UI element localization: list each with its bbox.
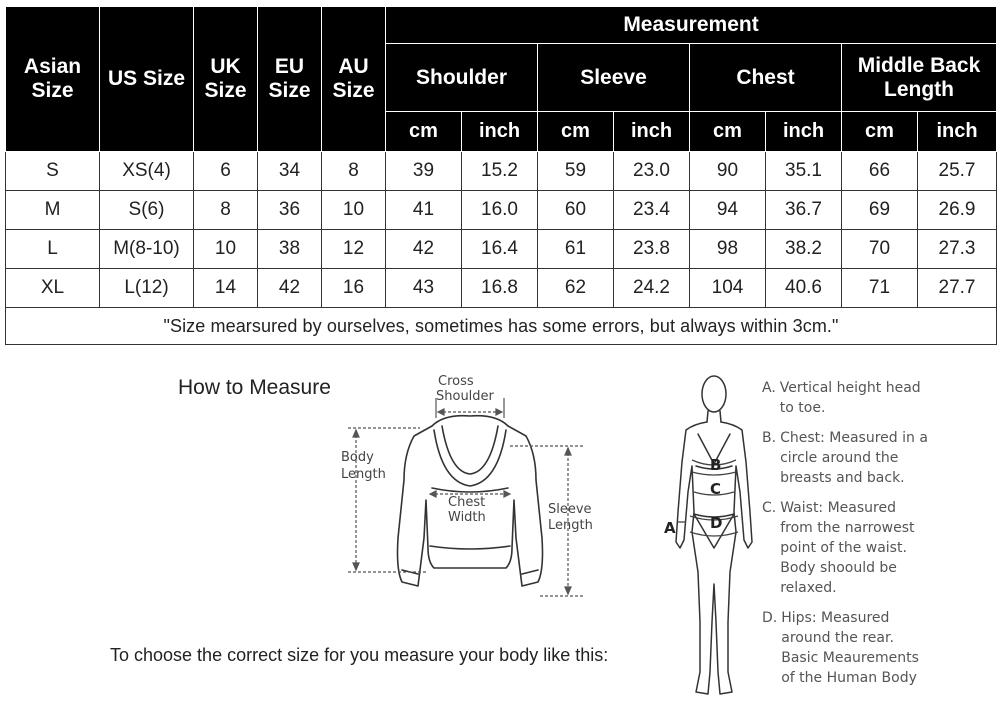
table-cell: 98 [690,230,766,269]
table-cell: 26.9 [918,191,997,230]
note-item-b [762,428,998,488]
table-cell: 36 [258,191,322,230]
table-cell: 25.7 [918,152,997,191]
note-text: Hips: Measured around the rear. Basic Meaurements of the Human Body [781,610,919,686]
table-cell: 12 [322,230,386,269]
label-cross-shoulder-1: Cross [438,374,474,389]
table-row [6,191,997,230]
note-letter: B. [762,430,777,446]
table-cell: 38 [258,230,322,269]
table-cell: 16.0 [462,191,538,230]
table-cell: S(6) [100,191,194,230]
table-cell: M(8-10) [100,230,194,269]
table-cell: 10 [194,230,258,269]
table-cell: 42 [386,230,462,269]
label-cross-shoulder-2: Shoulder [436,389,494,404]
table-row [6,230,997,269]
table-cell: 16 [322,269,386,308]
body-label-b: B [710,456,722,474]
table-cell: 27.7 [918,269,997,308]
table-cell: 61 [538,230,614,269]
header-measurement: Measurement [386,7,997,44]
table-cell: 43 [386,269,462,308]
table-cell: 24.2 [614,269,690,308]
header-unit-cm: cm [538,112,614,152]
body-label-d: D [710,514,723,532]
measurement-notes [762,378,998,698]
header-unit-cm: cm [842,112,918,152]
note-item-a [762,378,998,418]
note-letter: D. [762,610,778,626]
table-cell: 23.0 [614,152,690,191]
measurement-note: "Size mearsured by ourselves, sometimes has some errors, but always within 3cm." [6,308,997,345]
table-cell: 40.6 [766,269,842,308]
table-cell: L(12) [100,269,194,308]
table-cell: 69 [842,191,918,230]
label-chest-width-1: Chest [448,495,486,510]
label-body-length-1: Body [341,450,374,465]
header-sleeve: Sleeve [538,44,690,112]
table-cell: 23.4 [614,191,690,230]
table-row [6,269,997,308]
table-cell: L [6,230,100,269]
table-cell: 16.8 [462,269,538,308]
table-cell: 23.8 [614,230,690,269]
header-unit-cm: cm [690,112,766,152]
header-unit-inch: inch [462,112,538,152]
header-us-size: US Size [100,7,194,152]
table-cell: 8 [194,191,258,230]
table-cell: 71 [842,269,918,308]
note-text: Chest: Measured in a circle around the breasts and back. [780,430,928,486]
table-cell: 104 [690,269,766,308]
table-cell: 90 [690,152,766,191]
garment-measure-diagram [330,370,620,600]
label-chest-width-2: Width [448,510,486,525]
table-cell: 42 [258,269,322,308]
header-shoulder: Shoulder [386,44,538,112]
label-sleeve-length-2: Length [548,518,593,533]
table-cell: 15.2 [462,152,538,191]
choose-size-instruction: To choose the correct size for you measure your body like this: [110,645,609,665]
table-cell: 27.3 [918,230,997,269]
table-cell: 62 [538,269,614,308]
note-item-d [762,608,998,688]
body-measure-diagram [656,372,760,722]
note-item-c [762,498,998,598]
header-eu-size: EU Size [258,7,322,152]
size-chart-table [5,6,997,345]
table-cell: 8 [322,152,386,191]
table-cell: XS(4) [100,152,194,191]
body-label-c: C [710,480,722,498]
table-cell: XL [6,269,100,308]
table-cell: 38.2 [766,230,842,269]
header-unit-inch: inch [614,112,690,152]
table-cell: 41 [386,191,462,230]
table-cell: 14 [194,269,258,308]
body-label-a: A [664,519,676,537]
table-cell: 16.4 [462,230,538,269]
note-letter: C. [762,500,777,516]
table-cell: 6 [194,152,258,191]
header-au-size: AU Size [322,7,386,152]
table-row [6,152,997,191]
table-cell: 36.7 [766,191,842,230]
header-unit-inch: inch [766,112,842,152]
label-body-length-2: Length [341,467,386,482]
note-text: Vertical height head to toe. [779,380,921,416]
note-letter: A. [762,380,776,396]
garment-neck [442,426,498,474]
table-cell: 35.1 [766,152,842,191]
table-cell: 39 [386,152,462,191]
table-cell: 60 [538,191,614,230]
header-middle-back-length: Middle Back Length [842,44,997,112]
table-cell: 10 [322,191,386,230]
label-sleeve-length-1: Sleeve [548,502,592,517]
table-cell: S [6,152,100,191]
header-unit-inch: inch [918,112,997,152]
header-uk-size: UK Size [194,7,258,152]
how-to-measure-title: How to Measure [178,376,331,399]
note-text: Waist: Measured from the narrowest point of the waist. Body shoould be relaxed. [780,500,915,596]
table-footnote-row [6,308,997,345]
header-unit-cm: cm [386,112,462,152]
table-cell: 34 [258,152,322,191]
table-cell: 66 [842,152,918,191]
body-head [702,376,726,412]
table-cell: M [6,191,100,230]
header-chest: Chest [690,44,842,112]
table-cell: 70 [842,230,918,269]
table-cell: 94 [690,191,766,230]
table-cell: 59 [538,152,614,191]
header-asian-size: Asian Size [6,7,100,152]
